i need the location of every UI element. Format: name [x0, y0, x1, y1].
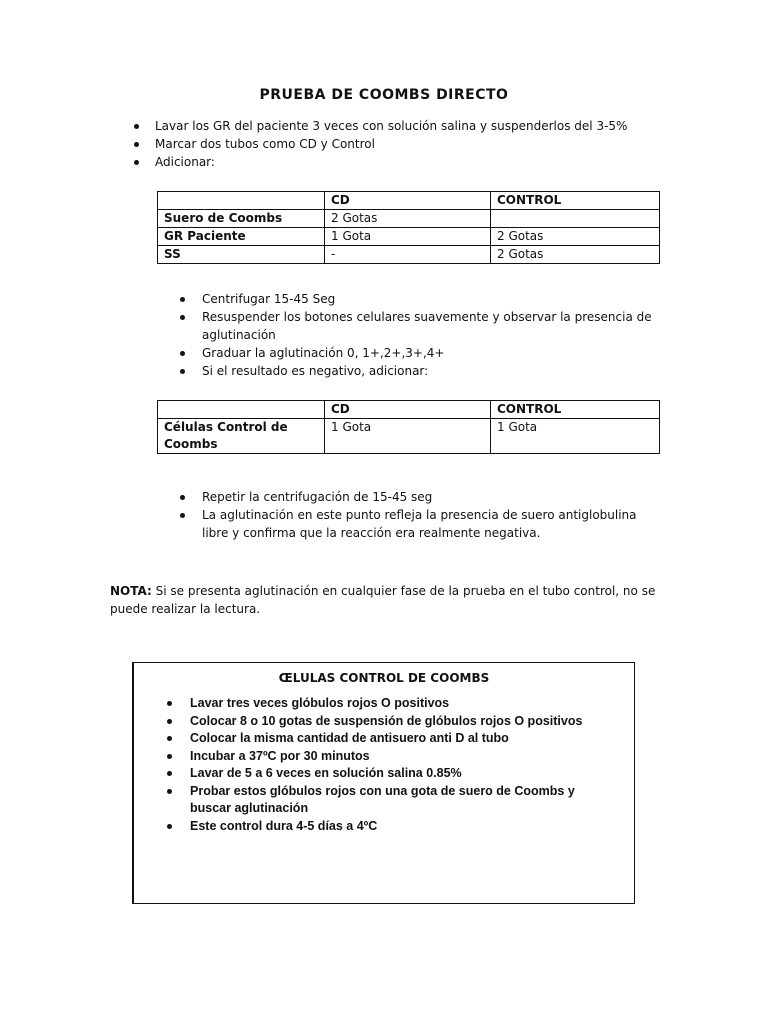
- note: [110, 582, 670, 618]
- list-item: Si el resultado es negativo, adicionar:: [180, 362, 660, 380]
- list-item: Probar estos glóbulos rojos con una gota de suero de Coombs y buscar aglutinación: [164, 783, 604, 818]
- list-item: Incubar a 37ºC por 30 minutos: [164, 748, 604, 766]
- table-row: Suero de Coombs 2 Gotas: [158, 210, 660, 228]
- steps-list-3: [180, 488, 650, 542]
- table-row: Células Control de Coombs 1 Gota 1 Gota: [158, 419, 660, 454]
- box-title: ŒLULAS CONTROL DE COOMBS: [278, 671, 490, 685]
- reagents-table: [157, 191, 660, 264]
- table-header-row: CD CONTROL: [158, 192, 660, 210]
- list-item: Marcar dos tubos como CD y Control: [134, 135, 694, 153]
- control-cells-table: [157, 400, 660, 454]
- list-item: Graduar la aglutinación 0, 1+,2+,3+,4+: [180, 344, 660, 362]
- list-item: Repetir la centrifugación de 15-45 seg: [180, 488, 650, 506]
- list-item: Adicionar:: [134, 153, 694, 171]
- control-cells-box: [132, 662, 635, 904]
- list-item: Colocar 8 o 10 gotas de suspensión de glóbulos rojos O positivos: [164, 713, 604, 731]
- list-item: Resuspender los botones celulares suavemente y observar la presencia de aglutinación: [180, 308, 660, 344]
- list-item: La aglutinación en este punto refleja la presencia de suero antiglobulina libre y confirma que la reacción era realmente negativa.: [180, 506, 650, 542]
- table-row: GR Paciente 1 Gota 2 Gotas: [158, 228, 660, 246]
- note-label: NOTA:: [110, 584, 152, 598]
- list-item: Colocar la misma cantidad de antisuero anti D al tubo: [164, 730, 604, 748]
- table-row: SS - 2 Gotas: [158, 246, 660, 264]
- list-item: Lavar los GR del paciente 3 veces con solución salina y suspenderlos del 3-5%: [134, 117, 694, 135]
- box-list: [164, 695, 604, 835]
- steps-list-2: [180, 290, 660, 380]
- page-title: PRUEBA DE COOMBS DIRECTO: [259, 87, 509, 103]
- list-item: Lavar de 5 a 6 veces en solución salina 0.85%: [164, 765, 604, 783]
- list-item: Centrifugar 15-45 Seg: [180, 290, 660, 308]
- steps-list-1: [134, 117, 694, 171]
- list-item: Lavar tres veces glóbulos rojos O positivos: [164, 695, 604, 713]
- list-item: Este control dura 4-5 días a 4ºC: [164, 818, 604, 836]
- table-header-row: CD CONTROL: [158, 401, 660, 419]
- note-text: Si se presenta aglutinación en cualquier fase de la prueba en el tubo control, no se puede realizar la lectura.: [110, 584, 656, 616]
